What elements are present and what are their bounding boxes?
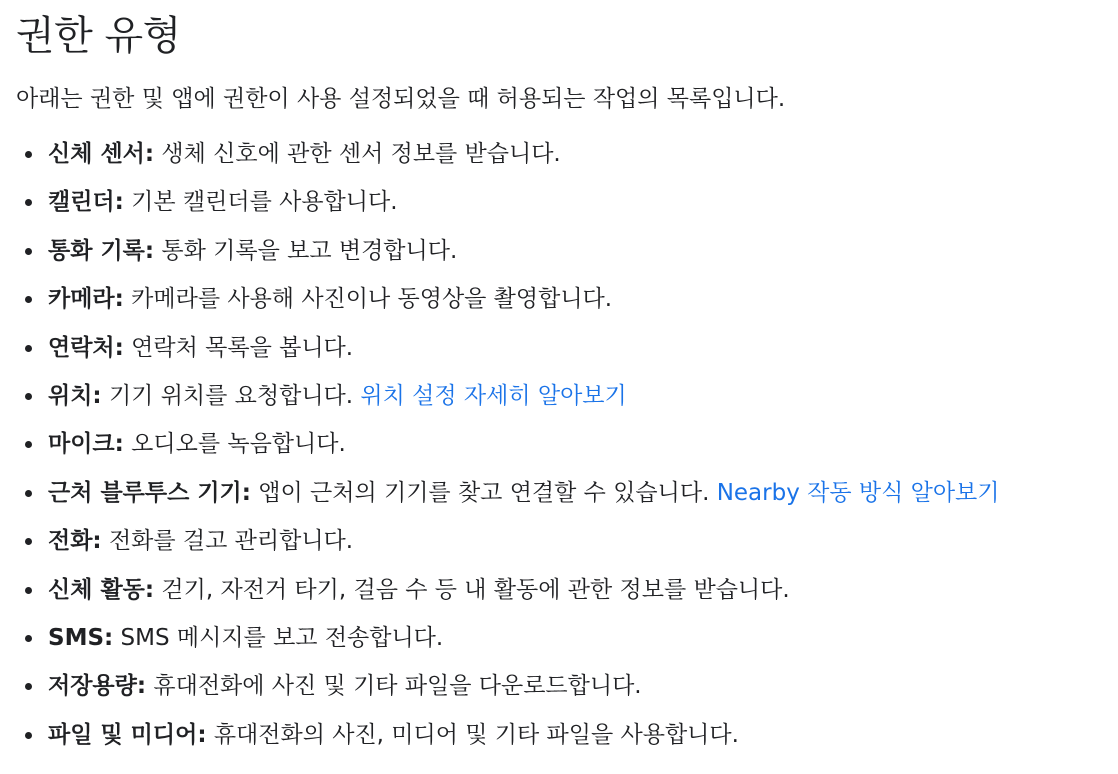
item-term: 근처 블루투스 기기: [48, 479, 251, 506]
permission-list [16, 138, 1118, 751]
item-description: 휴대전화의 사진, 미디어 및 기타 파일을 사용합니다. [206, 721, 739, 748]
bullet-icon [25, 199, 32, 206]
item-description: 걷기, 자전거 타기, 걸음 수 등 내 활동에 관한 정보를 받습니다. [154, 576, 790, 603]
list-item-files-media [16, 719, 1118, 751]
item-term: 파일 및 미디어: [48, 721, 207, 748]
location-settings-link[interactable]: 위치 설정 자세히 알아보기 [360, 382, 627, 409]
item-description: 휴대전화에 사진 및 기타 파일을 다운로드합니다. [146, 673, 642, 700]
item-term: 위치: [48, 382, 102, 409]
bullet-icon [25, 345, 32, 352]
item-term: 연락처: [48, 334, 124, 361]
item-description: 기본 캘린더를 사용합니다. [123, 189, 398, 216]
list-item-body-sensors [16, 138, 1118, 170]
bullet-icon [25, 683, 32, 690]
list-item-physical-activity [16, 574, 1118, 606]
item-description: 기기 위치를 요청합니다. [101, 382, 361, 409]
bullet-icon [25, 151, 32, 158]
list-item-camera [16, 283, 1118, 315]
list-item-call-log [16, 235, 1118, 267]
item-term: 캘린더: [48, 189, 124, 216]
list-item-location [16, 380, 1118, 412]
item-description: 생체 신호에 관한 센서 정보를 받습니다. [154, 141, 561, 167]
item-term: 신체 센서: [48, 141, 155, 167]
item-description: 전화를 걸고 관리합니다. [101, 528, 354, 555]
item-description: 연락처 목록을 봅니다. [123, 334, 354, 361]
list-item-sms [16, 622, 1118, 654]
page-title: 권한 유형 [16, 13, 181, 59]
list-item-calendar [16, 186, 1118, 218]
bullet-icon [25, 538, 32, 545]
item-term: 전화: [48, 528, 102, 555]
item-description: 통화 기록을 보고 변경합니다. [154, 237, 458, 264]
list-item-microphone [16, 428, 1118, 460]
item-description: 카메라를 사용해 사진이나 동영상을 촬영합니다. [123, 286, 613, 313]
item-term: 신체 활동: [48, 576, 155, 603]
list-item-contacts [16, 332, 1118, 364]
item-term: 마이크: [48, 431, 124, 458]
intro-paragraph: 아래는 권한 및 앱에 권한이 사용 설정되었을 때 허용되는 작업의 목록입니다. [16, 86, 786, 112]
item-term: 통화 기록: [48, 237, 155, 264]
bullet-icon [25, 587, 32, 594]
item-description: 앱이 근처의 기기를 찾고 연결할 수 있습니다. [250, 479, 717, 506]
list-item-storage [16, 670, 1118, 702]
bullet-icon [25, 393, 32, 400]
bullet-icon [25, 490, 32, 497]
item-term: SMS: [48, 624, 114, 651]
list-item-nearby-bluetooth [16, 477, 1118, 509]
item-term: 저장용량: [48, 673, 147, 700]
item-description: 오디오를 녹음합니다. [123, 431, 346, 458]
item-term: 카메라: [48, 286, 124, 313]
bullet-icon [25, 441, 32, 448]
list-item-phone [16, 525, 1118, 557]
item-description: SMS 메시지를 보고 전송합니다. [113, 624, 444, 651]
bullet-icon [25, 296, 32, 303]
bullet-icon [25, 248, 32, 255]
bullet-icon [25, 732, 32, 739]
bullet-icon [25, 635, 32, 642]
nearby-how-it-works-link[interactable]: Nearby 작동 방식 알아보기 [716, 479, 1000, 506]
